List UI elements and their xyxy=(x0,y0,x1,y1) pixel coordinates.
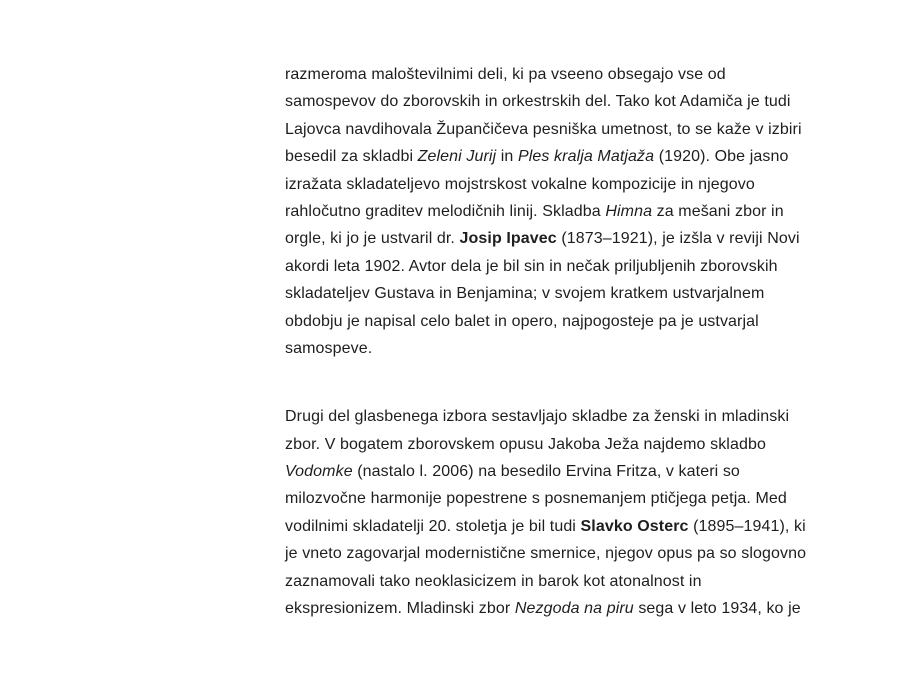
text-segment: zaznamovali tako neoklasicizem in barok kot atonalnost in xyxy=(285,572,702,590)
text-segment: vodilnimi skladatelji 20. stoletja je bil tudi xyxy=(285,517,581,535)
text-line xyxy=(285,61,775,88)
text-segment: besedil za skladbi xyxy=(285,148,418,166)
text-segment: (nastalo l. 2006) na besedilo Ervina Fritza, v kateri so xyxy=(352,463,740,481)
text-line xyxy=(285,88,791,115)
text-line xyxy=(285,116,802,143)
text-segment: in xyxy=(496,148,518,166)
text-segment: zbor. V bogatem zborovskem opusu Jakoba Ježa najdemo skladbo xyxy=(285,435,766,453)
text-segment: izražata skladateljevo mojstrskost vokalne kompozicije in njegovo xyxy=(285,175,755,193)
text-segment: samospeve. xyxy=(285,339,373,357)
paragraph-first-section xyxy=(285,61,802,362)
text-line xyxy=(285,225,800,252)
text-line xyxy=(285,568,775,595)
text-column xyxy=(285,61,807,622)
text-segment: za mešani zbor in xyxy=(652,202,784,220)
text-segment: (1873–1921), je izšla v reviji Novi xyxy=(556,230,800,248)
text-segment: Drugi del glasbenega izbora sestavljajo skladbe za ženski in mladinski xyxy=(285,408,790,426)
text-segment: orgle, ki jo je ustvaril dr. xyxy=(285,230,460,248)
text-line xyxy=(285,253,778,280)
text-segment: akordi leta 1902. Avtor dela je bil sin in nečak priljubljenih zborovskih xyxy=(285,257,778,275)
text-line xyxy=(285,198,784,225)
text-segment: Lajovca navdihovala Župančičeva pesniška umetnost, to se kaže v izbiri xyxy=(285,120,802,138)
text-segment: skladateljev Gustava in Benjamina; v svojem kratkem ustvarjalnem xyxy=(285,285,765,303)
text-line xyxy=(285,540,807,567)
text-line xyxy=(285,280,775,307)
work-title: Vodomke xyxy=(285,463,353,481)
text-segment: (1920). Obe jasno xyxy=(654,148,789,166)
text-line xyxy=(285,458,775,485)
text-line xyxy=(285,513,806,540)
text-segment: (1895–1941), ki xyxy=(688,517,806,535)
work-title: Zeleni Jurij xyxy=(417,148,497,166)
text-line xyxy=(285,431,775,458)
text-segment: razmeroma maloštevilnimi deli, ki pa vseeno obsegajo vse od xyxy=(285,66,726,83)
text-segment: je vneto zagovarjal modernistične smernice, njegov opus pa so slogovno xyxy=(285,545,807,563)
composer-name: Slavko Osterc xyxy=(580,517,689,535)
text-line xyxy=(285,171,775,198)
text-segment: samospevov do zborovskih in orkestrskih del. Tako kot Adamiča je tudi xyxy=(285,93,791,111)
text-line xyxy=(285,595,801,622)
text-line xyxy=(285,143,789,170)
text-line xyxy=(285,485,787,512)
work-title: Himna xyxy=(605,202,653,220)
work-title: Ples kralja Matjaža xyxy=(517,148,655,166)
text-segment: milozvočne harmonije popestrene s posnemanjem ptičjega petja. Med xyxy=(285,490,787,508)
composer-name: Josip Ipavec xyxy=(459,230,557,248)
text-line xyxy=(285,403,790,430)
text-line xyxy=(285,335,775,362)
work-title: Nezgoda na piru xyxy=(514,600,634,618)
text-segment: ekspresionizem. Mladinski zbor xyxy=(285,600,515,618)
text-line xyxy=(285,308,775,335)
text-segment: obdobju je napisal celo balet in opero, najpogosteje pa je ustvarjal xyxy=(285,312,759,330)
text-segment: rahločutno graditev melodičnih linij. Skladba xyxy=(285,202,606,220)
text-segment: sega v leto 1934, ko je xyxy=(633,600,801,618)
paragraph-second-section xyxy=(285,403,807,622)
